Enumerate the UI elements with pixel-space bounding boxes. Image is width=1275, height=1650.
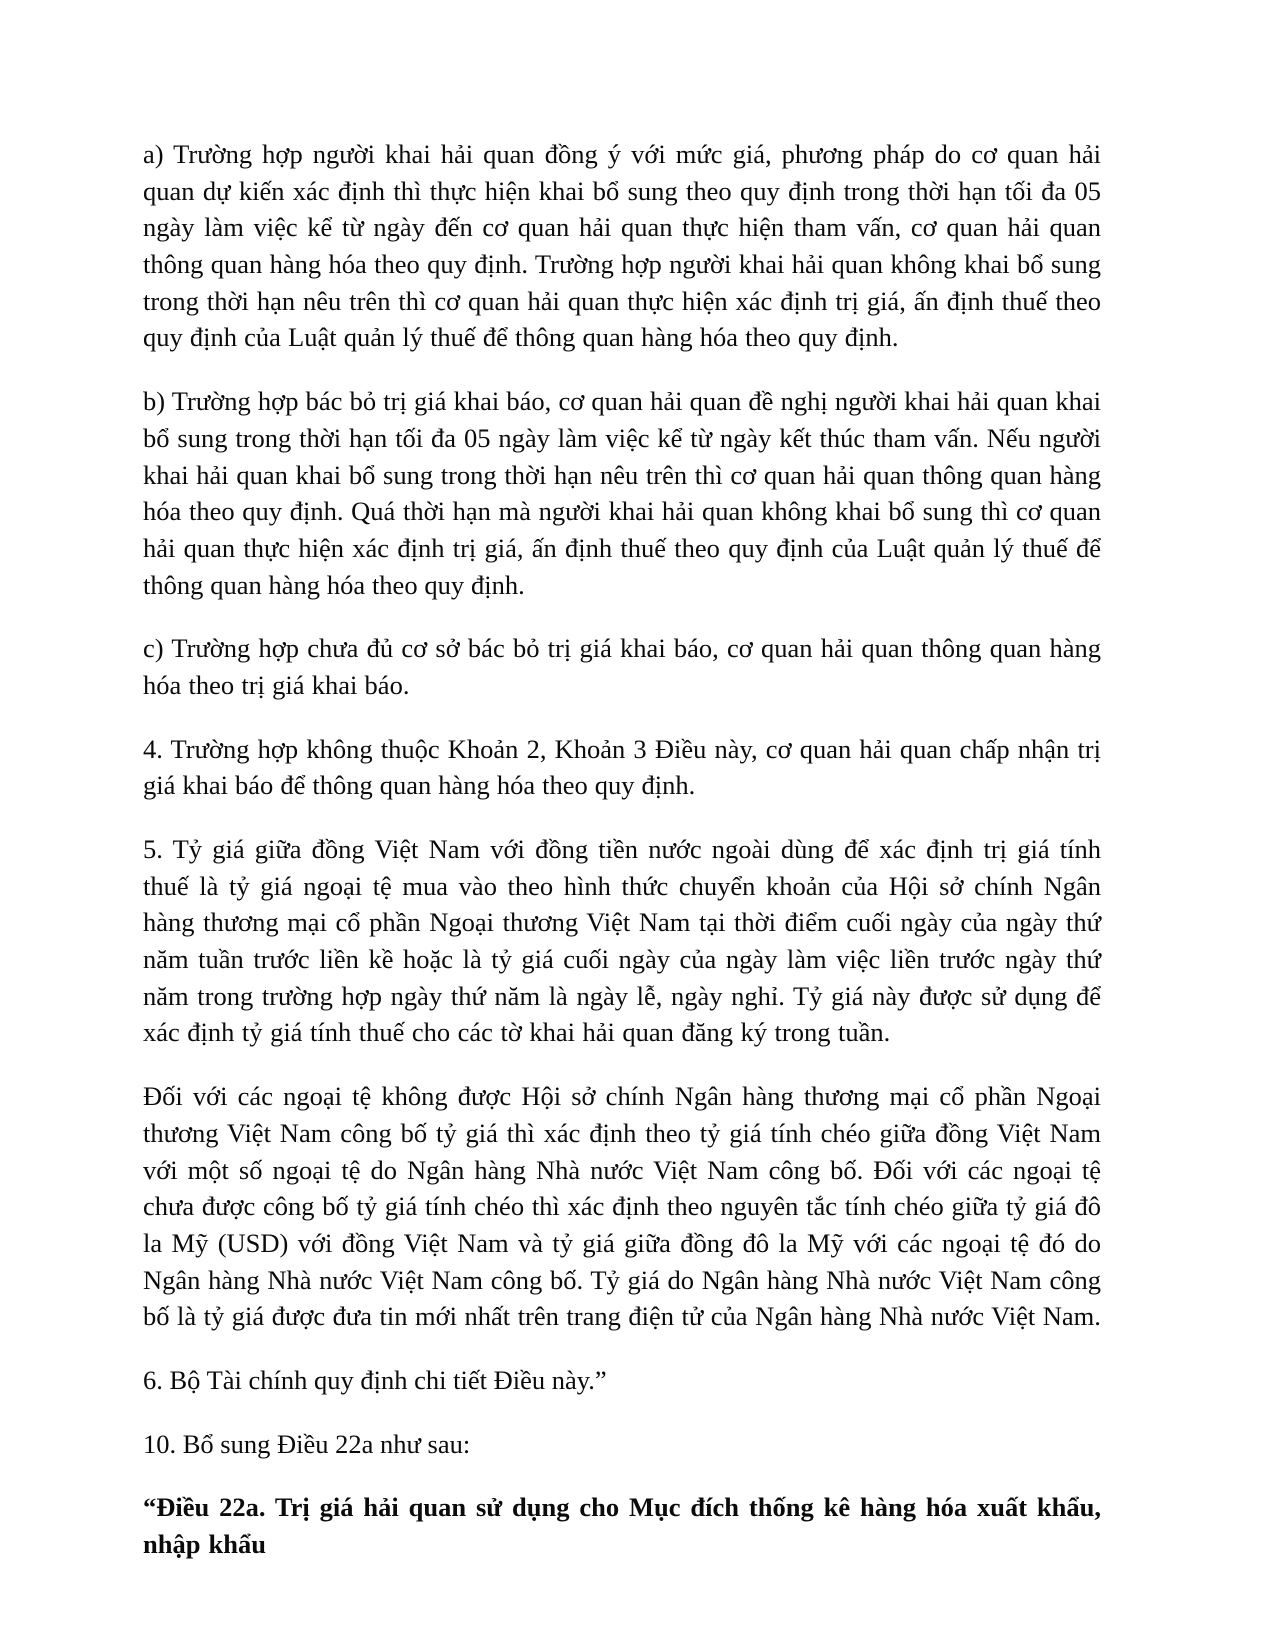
article-22a-heading: “Điều 22a. Trị giá hải quan sử dụng cho Mục đích thống kê hàng hóa xuất khẩu, nhập khẩu [143, 1492, 1101, 1559]
paragraph-item-a: a) Trường hợp người khai hải quan đồng ý với mức giá, phương pháp do cơ quan hải quan dự kiến xác định thì thực hiện khai bổ sung theo quy định trong thời hạn tối đa 05 ngày làm việc kể từ ngày đến cơ quan hải quan thực hiện tham vấn, cơ quan hải quan thông quan hàng hóa theo quy định. Trường hợp người khai hải quan không khai bổ sung trong thời hạn nêu trên thì cơ quan hải quan thực hiện xác định trị giá, ấn định thuế theo quy định của Luật quản lý thuế để thông quan hàng hóa theo quy định. [143, 139, 1101, 353]
paragraph-clause-10: 10. Bổ sung Điều 22a như sau: [143, 1428, 471, 1459]
paragraph-clause-4: 4. Trường hợp không thuộc Khoản 2, Khoản 3 Điều này, cơ quan hải quan chấp nhận trị giá khai báo để thông quan hàng hóa theo quy định. [143, 733, 1101, 801]
paragraph-item-b: b) Trường hợp bác bỏ trị giá khai báo, cơ quan hải quan đề nghị người khai hải quan khai bổ sung trong thời hạn tối đa 05 ngày làm việc kể từ ngày kết thúc tham vấn. Nếu người khai hải quan khai bổ sung trong thời hạn nêu trên thì cơ quan hải quan thông quan hàng hóa theo quy định. Quá thời hạn mà người khai hải quan không khai bổ sung thì cơ quan hải quan thực hiện xác định trị giá, ấn định thuế theo quy định của Luật quản lý thuế để thông quan hàng hóa theo quy định. [143, 386, 1101, 600]
paragraph-clause-6: 6. Bộ Tài chính quy định chi tiết Điều này.” [143, 1364, 607, 1395]
paragraph-clause-5-continuation: Đối với các ngoại tệ không được Hội sở chính Ngân hàng thương mại cổ phần Ngoại thương Việt Nam công bố tỷ giá thì xác định theo tỷ giá tính chéo giữa đồng Việt Nam với một số ngoại tệ do Ngân hàng Nhà nước Việt Nam công bố. Đối với các ngoại tệ chưa được công bố tỷ giá tính chéo thì xác định theo nguyên tắc tính chéo giữa tỷ giá đô la Mỹ (USD) với đồng Việt Nam và tỷ giá giữa đồng đô la Mỹ với các ngoại tệ đó do Ngân hàng Nhà nước Việt Nam công bố. Tỷ giá do Ngân hàng Nhà nước Việt Nam công bố là tỷ giá được đưa tin mới nhất trên trang điện tử của Ngân hàng Nhà nước Việt Nam. [143, 1081, 1101, 1332]
document-text-column [143, 136, 1101, 1563]
paragraph-clause-5: 5. Tỷ giá giữa đồng Việt Nam với đồng tiền nước ngoài dùng để xác định trị giá tính thuế là tỷ giá ngoại tệ mua vào theo hình thức chuyển khoản của Hội sở chính Ngân hàng thương mại cổ phần Ngoại thương Việt Nam tại thời điểm cuối ngày của ngày thứ năm tuần trước liền kề hoặc là tỷ giá cuối ngày của ngày làm việc liền trước ngày thứ năm trong trường hợp ngày thứ năm là ngày lễ, ngày nghỉ. Tỷ giá này được sử dụng để xác định tỷ giá tính thuế cho các tờ khai hải quan đăng ký trong tuần. [143, 834, 1101, 1048]
paragraph-item-c: c) Trường hợp chưa đủ cơ sở bác bỏ trị giá khai báo, cơ quan hải quan thông quan hàng hóa theo trị giá khai báo. [143, 633, 1101, 700]
